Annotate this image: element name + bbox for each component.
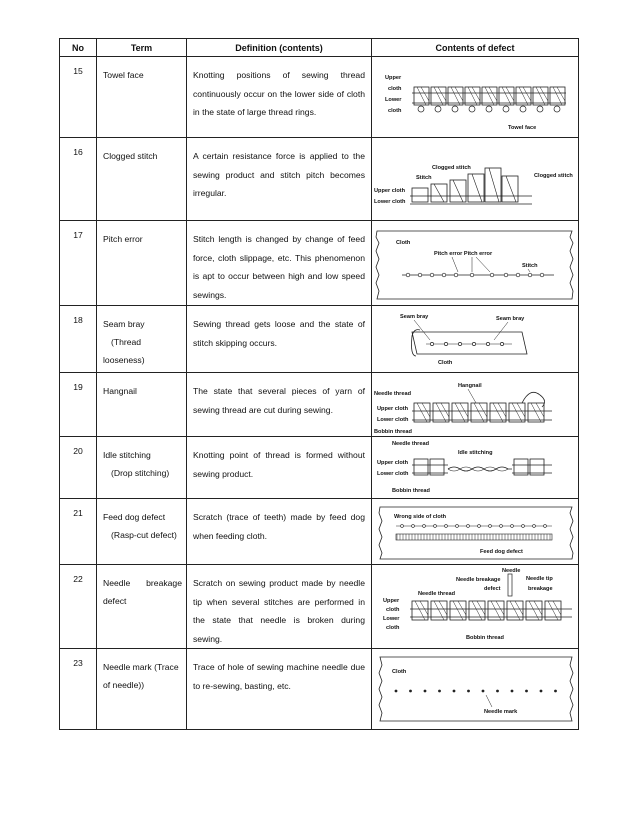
figure-idle-stitching <box>372 437 579 499</box>
term-subtext: (Drop stitching) <box>111 468 170 478</box>
defects-table <box>59 38 579 730</box>
fig-label-pitch-error: Pitch error Pitch error <box>434 251 493 257</box>
term-subtext: looseness) <box>103 355 145 365</box>
fig-label-clogged: Clogged stitch <box>534 173 573 179</box>
table-row <box>60 306 579 373</box>
fig-label-upper-cloth: Upper cloth <box>377 406 409 412</box>
term-text: Idle stitching <box>103 450 151 460</box>
figure-needle-mark <box>372 649 579 730</box>
fig-label-idle-stitching: Idle stitching <box>458 450 493 456</box>
header-defect: Contents of defect <box>372 39 579 57</box>
row-number: 19 <box>60 373 97 437</box>
fig-label-cloth: cloth <box>386 607 400 613</box>
fig-label-clogged: Clogged stitch <box>432 165 471 171</box>
fig-label-upper: Upper <box>383 598 400 604</box>
term-text: Towel face <box>103 70 144 80</box>
row-definition: Trace of hole of sewing machine needle due to re-sewing, basting, etc. <box>187 649 372 730</box>
row-term <box>97 437 187 499</box>
fig-label-cloth: cloth <box>388 86 402 92</box>
row-definition: The state that several pieces of yarn of sewing thread are cut during sewing. <box>187 373 372 437</box>
needle-holes <box>395 690 557 693</box>
fig-label-needle-thread: Needle thread <box>418 591 455 597</box>
term-text: Pitch error <box>103 234 143 244</box>
row-term <box>97 565 187 649</box>
fig-label-cloth: Cloth <box>438 360 453 366</box>
row-number: 22 <box>60 565 97 649</box>
fig-caption: Needle mark <box>484 709 518 716</box>
fig-label-lower-cloth: Lower cloth <box>377 471 409 477</box>
fig-label-cloth: cloth <box>388 108 402 114</box>
row-term <box>97 499 187 565</box>
fig-label-upper: Upper <box>385 75 402 81</box>
row-number: 18 <box>60 306 97 373</box>
term-text: Needle mark (Trace of needle)) <box>103 662 179 691</box>
row-term <box>97 306 187 373</box>
figure-feed-dog-defect <box>372 499 579 565</box>
fig-label-hangnail: Hangnail <box>458 383 482 389</box>
fig-caption: Feed dog defect <box>480 549 523 555</box>
fig-label-bobbin-thread: Bobbin thread <box>392 488 430 494</box>
term-subtext: (Thread <box>111 337 142 347</box>
fig-caption: Towel face <box>508 125 537 131</box>
figure-seam-bray <box>372 306 579 373</box>
fig-label-breakage: breakage <box>528 586 553 592</box>
row-number: 23 <box>60 649 97 730</box>
row-term <box>97 138 187 221</box>
figure-clogged-stitch <box>372 138 579 221</box>
fig-label-cloth: cloth <box>386 625 400 631</box>
table-row <box>60 138 579 221</box>
row-term <box>97 373 187 437</box>
fig-label-upper-cloth: Upper cloth <box>374 188 406 194</box>
fig-label-stitch: Stitch <box>416 175 432 181</box>
clogged-stitches <box>412 168 518 202</box>
fig-label-seam-bray: Seam bray <box>400 314 429 320</box>
header-definition: Definition (contents) <box>187 39 372 57</box>
fig-label-defect: defect <box>484 586 501 592</box>
row-definition: Scratch (trace of teeth) made by feed dog when feeding cloth. <box>187 499 372 565</box>
fig-label-upper-cloth: Upper cloth <box>377 460 409 466</box>
figure-hangnail <box>372 373 579 437</box>
feed-dog-scratch <box>397 534 550 540</box>
term-text: Feed dog defect <box>103 512 166 522</box>
term-text: Needle breakage defect <box>103 578 182 606</box>
table-header <box>60 39 579 57</box>
row-term <box>97 221 187 306</box>
fig-label-bobbin-thread: Bobbin thread <box>466 635 504 641</box>
term-subtext: (Rasp-cut defect) <box>111 530 177 540</box>
table-row <box>60 221 579 306</box>
term-text: Clogged stitch <box>103 151 158 161</box>
row-number: 15 <box>60 57 97 138</box>
table-row <box>60 437 579 499</box>
figure-needle-breakage <box>372 565 579 649</box>
row-definition: Scratch on sewing product made by needle tip when several stitches are performed in the state that needle is broken during sewing. <box>187 565 372 649</box>
term-text: Hangnail <box>103 386 137 396</box>
fig-label-lower: Lower <box>385 97 402 103</box>
figure-pitch-error <box>372 221 579 306</box>
fig-label-lower-cloth: Lower cloth <box>377 417 409 423</box>
fig-label-needle-tip: Needle tip <box>526 576 553 582</box>
row-term <box>97 57 187 138</box>
header-no: No <box>60 39 97 57</box>
row-number: 17 <box>60 221 97 306</box>
fig-label-needle-thread: Needle thread <box>392 441 429 447</box>
stitch-loops <box>414 87 565 112</box>
fig-label-cloth: Cloth <box>396 240 411 246</box>
term-text: Seam bray <box>103 319 145 329</box>
fig-label-seam-bray: Seam bray <box>496 316 525 322</box>
fig-label-lower-cloth: Lower cloth <box>374 199 406 205</box>
row-definition: Knotting positions of sewing thread continuously occur on the lower side of cloth in the state of large thread rings. <box>187 57 372 138</box>
table-row <box>60 565 579 649</box>
header-term: Term <box>97 39 187 57</box>
row-number: 20 <box>60 437 97 499</box>
row-number: 16 <box>60 138 97 221</box>
row-definition: Knotting point of thread is formed without sewing product. <box>187 437 372 499</box>
row-definition: A certain resistance force is applied to the sewing product and stitch pitch becomes irregular. <box>187 138 372 221</box>
row-term <box>97 649 187 730</box>
stitch-loops <box>414 403 544 422</box>
table-row <box>60 499 579 565</box>
row-number: 21 <box>60 499 97 565</box>
table-row <box>60 57 579 138</box>
fig-label-needle: Needle <box>502 568 521 574</box>
fig-label-stitch: Stitch <box>522 263 538 269</box>
row-definition: Sewing thread gets loose and the state of stitch skipping occurs. <box>187 306 372 373</box>
table-row <box>60 649 579 730</box>
fig-label-wrong-side: Wrong side of cloth <box>394 514 447 520</box>
row-definition: Stitch length is changed by change of feed force, cloth slippage, etc. This phenomenon is apt to occur between high and low speed sewings. <box>187 221 372 306</box>
fig-label-lower: Lower <box>383 616 400 622</box>
table-row <box>60 373 579 437</box>
fig-label-needle-thread: Needle thread <box>374 391 411 397</box>
figure-towel-face <box>372 57 579 138</box>
fig-label-cloth: Cloth <box>392 669 407 676</box>
fig-label-bobbin-thread: Bobbin thread <box>374 429 412 435</box>
fig-label-needle-breakage: Needle breakage <box>456 577 501 583</box>
